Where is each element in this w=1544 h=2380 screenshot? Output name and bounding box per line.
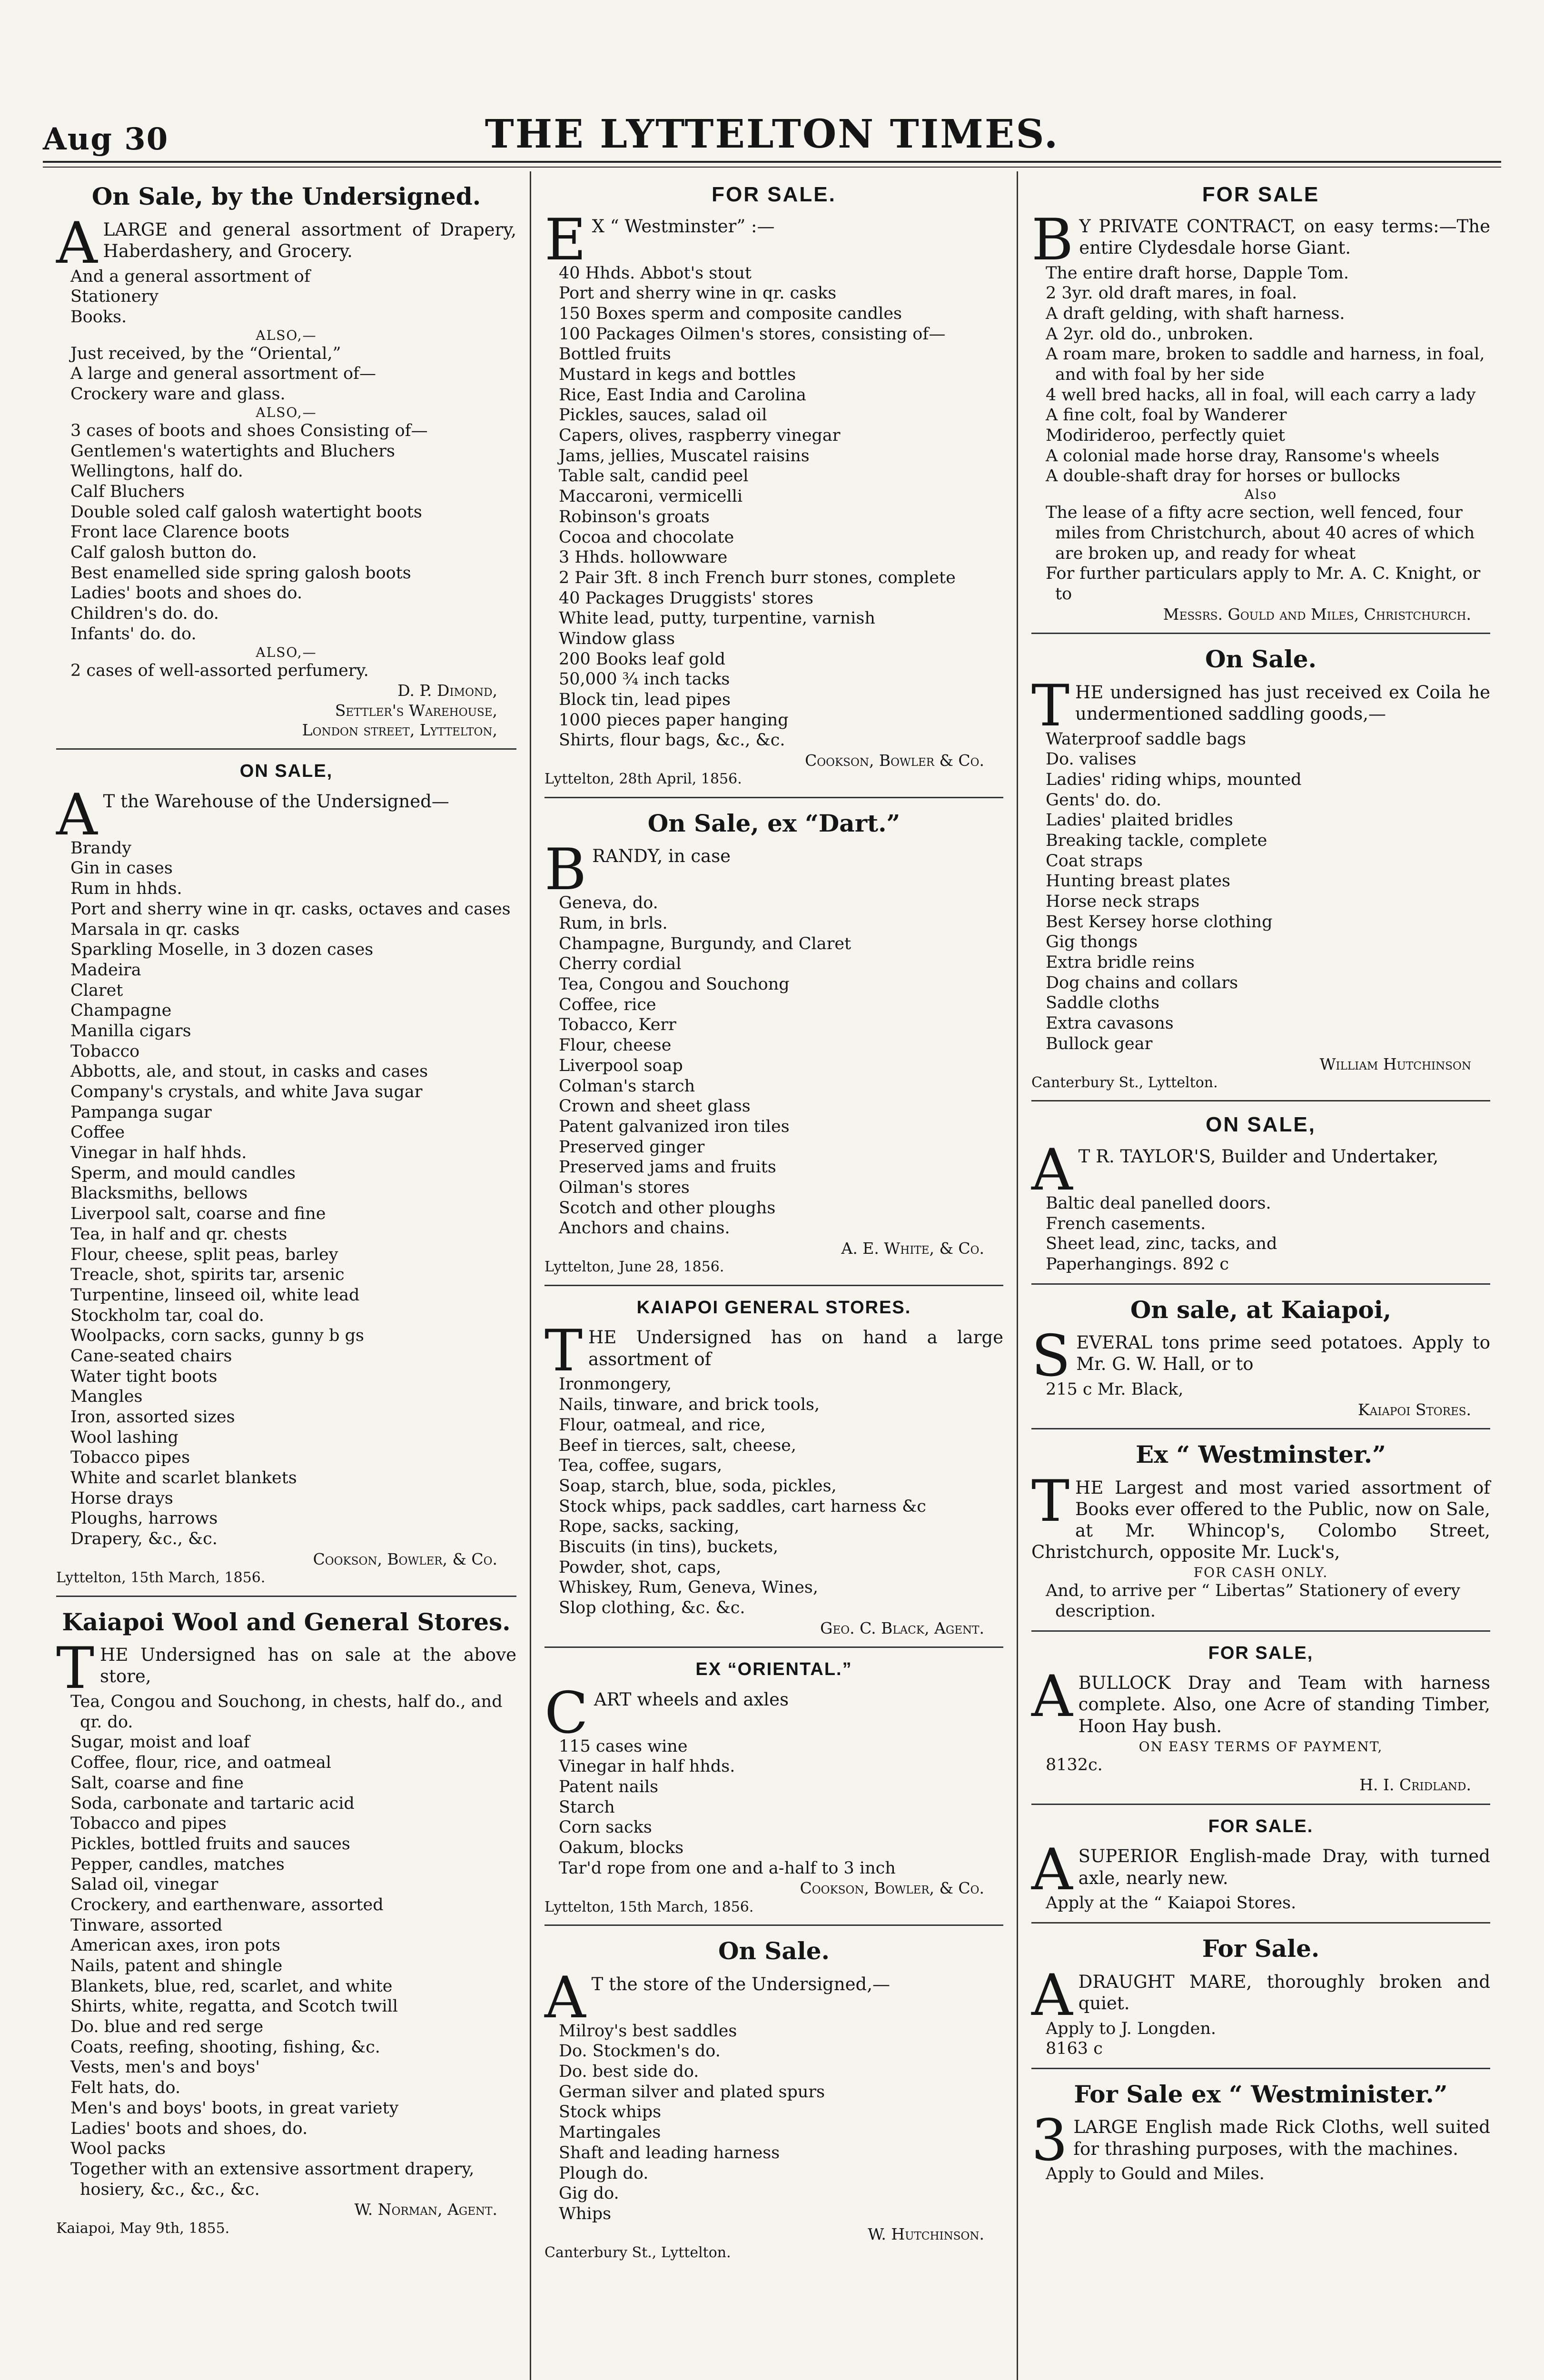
drop-cap: A [56,782,98,848]
list-item: Horse neck straps [1046,892,1200,911]
advertisement [544,171,1003,798]
list-item: 2 3yr. old draft mares, in foal. [1046,284,1297,303]
list-item: Maccaroni, vermicelli [559,487,743,506]
list-item: Champagne, Burgundy, and Claret [559,934,851,953]
ad-heading: On Sale, by the Undersigned. [91,182,481,210]
place-date: Canterbury St., Lyttelton. [1031,1074,1218,1091]
list-item: Rice, East India and Carolina [559,385,806,405]
list-item: And, to arrive per “ Libertas” Stationery of every description. [1046,1581,1461,1621]
list-item: Pickles, bottled fruits and sauces [70,1834,350,1854]
ad-heading: Ex “ Westminster.” [1136,1440,1386,1469]
list-item: A double-shaft dray for horses or bullocks [1046,466,1401,486]
list-item: Sugar, moist and loaf [70,1733,250,1752]
list-item: ON EASY TERMS OF PAYMENT, [1138,1738,1383,1755]
intro-text: BULLOCK Dray and Team with harness complete. Also, one Acre of standing Timber, Hoon Hay bush. [1078,1673,1490,1736]
signature: Settler's Warehouse, [335,701,497,720]
list-item: The entire draft horse, Dapple Tom. [1046,263,1349,283]
ad-heading: EX “ORIENTAL.” [695,1659,852,1679]
intro-text: HE Undersigned has on sale at the above store, [100,1645,516,1687]
list-item: The lease of a fifty acre section, well fenced, four miles from Christchurch, about 40 acres of which are broken up, and ready for wheat [1046,503,1475,563]
intro-text: LARGE English made Rick Cloths, well suited for thrashing purposes, with the machines. [1073,2117,1490,2159]
list-item: 50,000 ¾ inch tacks [559,670,730,689]
list-item: Coffee [70,1123,125,1142]
list-item: 40 Hhds. Abbot's stout [559,263,752,283]
newspaper-title: THE LYTTELTON TIMES. [485,111,1059,157]
list-item: 150 Boxes sperm and composite candles [559,304,902,323]
signature: Kaiapoi Stores. [1357,1400,1471,1419]
list-item: Do. blue and red serge [70,2017,264,2037]
list-item: Infants' do. do. [70,624,197,644]
list-item: Block tin, lead pipes [559,690,731,710]
list-item: Table salt, candid peel [559,466,749,486]
drop-cap: A [1031,1137,1073,1203]
list-item: Soda, carbonate and tartaric acid [70,1794,355,1813]
intro-text: LARGE and general assortment of Drapery, Haberdashery, and Grocery. [103,219,516,261]
list-item: Ironmongery, [559,1375,672,1394]
signature: William Hutchinson [1319,1054,1471,1073]
list-item: Champagne [70,1001,172,1021]
list-item: A colonial made horse dray, Ransome's wheels [1046,446,1440,466]
drop-cap: E [544,207,586,273]
list-item: Shirts, flour bags, &c., &c. [559,731,785,750]
list-item: Just received, by the “Oriental,” [70,344,341,363]
list-item: Sparkling Moselle, in 3 dozen cases [70,940,374,960]
list-item: Tea, in half and qr. chests [70,1224,287,1244]
signature: A. E. White, & Co. [841,1239,984,1258]
advertisement [1031,1805,1490,1924]
list-item: Baltic deal panelled doors. [1046,1193,1271,1213]
ad-heading: Kaiapoi Wool and General Stores. [62,1607,511,1636]
advertisement [1031,1101,1490,1284]
list-item: Waterproof saddle bags [1046,729,1246,749]
intro-text: HE Undersigned has on hand a large assortment of [588,1327,1003,1369]
list-item: Stockholm tar, coal do. [70,1306,264,1325]
intro-text: Y PRIVATE CONTRACT, on easy terms:—The entire Clydesdale horse Giant. [1079,216,1490,258]
signature: London street, Lyttelton, [302,720,497,739]
list-item: White lead, putty, turpentine, varnish [559,609,875,628]
list-item: Gin in cases [70,859,173,878]
list-item: Colman's starch [559,1076,695,1096]
list-item: Robinson's groats [559,507,710,526]
intro-text: T R. TAYLOR'S, Builder and Undertaker, [1078,1146,1439,1167]
list-item: 2 cases of well-assorted perfumery. [70,661,369,680]
list-item: Pampanga sugar [70,1102,212,1122]
list-item: Salt, coarse and fine [70,1773,244,1793]
list-item: A large and general assortment of— [70,364,376,384]
list-item: Together with an extensive assortment drapery, hosiery, &c., &c., &c. [70,2159,475,2199]
advertisement [1031,634,1490,1101]
list-item: Breaking tackle, complete [1046,831,1267,850]
list-item: Powder, shot, caps, [559,1557,722,1577]
list-item: Blacksmiths, bellows [70,1184,248,1203]
list-item: And a general assortment of [70,267,310,286]
list-item: Tobacco pipes [70,1448,190,1468]
list-item: Rope, sacks, sacking, [559,1517,740,1537]
ad-heading: On Sale, ex “Dart.” [647,809,901,837]
list-item: ALSO,— [256,644,317,660]
list-item: 3 cases of boots and shoes Consisting of— [70,421,428,440]
list-item: Wellingtons, half do. [70,462,243,481]
list-item: Whiskey, Rum, Geneva, Wines, [559,1578,819,1597]
intro-text: DRAUGHT MARE, thoroughly broken and quiet. [1078,1971,1490,2013]
list-item: Do. best side do. [559,2062,699,2082]
ad-heading: On Sale. [1205,645,1317,673]
list-item: Plough do. [559,2163,649,2183]
list-item: Preserved jams and fruits [559,1158,776,1177]
advertisement [1031,1632,1490,1805]
list-item: Tobacco and pipes [70,1814,227,1834]
list-item: Apply to Gould and Miles. [1046,2164,1265,2184]
list-item: 3 Hhds. hollowware [559,548,728,567]
intro-text: HE Largest and most varied assortment of Books ever offered to the Public, now on Sale, at Mr. Whincop's, Colombo Street, Christchurch, opposite Mr. Luck's, [1031,1477,1490,1562]
list-item: Best enamelled side spring galosh boots [70,563,411,583]
list-item: Scotch and other ploughs [559,1198,776,1218]
advertisement [56,171,516,750]
list-item: A fine colt, foal by Wanderer [1046,406,1287,425]
list-item: 2 Pair 3ft. 8 inch French burr stones, complete [559,568,956,587]
list-item: Abbotts, ale, and stout, in casks and cases [70,1062,428,1081]
list-item: Tea, Congou and Souchong, in chests, half do., and qr. do. [70,1692,503,1732]
list-item: 8163 c [1046,2039,1103,2059]
list-item: 100 Packages Oilmen's stores, consisting of— [559,324,946,344]
drop-cap: T [1031,1468,1070,1535]
list-item: Nails, patent and shingle [70,1956,283,1976]
place-date: Lyttelton, 15th March, 1856. [56,1569,266,1587]
ad-heading: ON SALE, [239,761,333,782]
list-item: Water tight boots [70,1367,218,1386]
advertisement [56,750,516,1597]
ad-heading: For Sale. [1202,1934,1320,1963]
advertisement [544,798,1003,1286]
list-item: Best Kersey horse clothing [1046,912,1273,932]
list-item: Rum in hhds. [70,879,182,899]
drop-cap: B [544,837,587,903]
list-item: Slop clothing, &c. &c. [559,1598,745,1618]
list-item: Vinegar in half hhds. [559,1757,735,1776]
list-item: Ploughs, harrows [70,1509,218,1528]
drop-cap: S [1031,1323,1071,1390]
ad-heading: ON SALE, [1206,1113,1316,1137]
place-date: Canterbury St., Lyttelton. [544,2244,731,2261]
list-item: Madeira [70,960,141,980]
list-item: A draft gelding, with shaft harness. [1046,304,1345,323]
list-item: Iron, assorted sizes [70,1408,235,1427]
list-item: Flour, oatmeal, and rice, [559,1415,766,1435]
intro-text: T the store of the Undersigned,— [591,1973,890,1994]
ad-heading: On Sale. [718,1937,830,1965]
signature: Geo. C. Black, Agent. [820,1618,984,1637]
list-item: 1000 pieces paper hanging [559,710,789,730]
ad-heading: For Sale ex “ Westminister.” [1074,2080,1448,2108]
list-item: German silver and plated spurs [559,2082,825,2102]
list-item: Calf Bluchers [70,482,185,501]
list-item: Paperhangings. 892 c [1046,1254,1229,1274]
drop-cap: C [544,1680,588,1746]
list-item: Calf galosh button do. [70,543,257,563]
list-item: Coats, reefing, shooting, fishing, &c. [70,2037,380,2057]
advertisement [1031,171,1490,634]
column-1 [43,171,530,2380]
intro-text: ART wheels and axles [594,1689,789,1710]
list-item: Cherry cordial [559,954,682,974]
list-item: Oakum, blocks [559,1838,684,1858]
list-item: Gentlemen's watertights and Bluchers [70,441,395,461]
list-item: Cocoa and chocolate [559,527,734,547]
list-item: Blankets, blue, red, scarlet, and white [70,1976,393,1996]
masthead [43,105,1501,157]
list-item: Manilla cigars [70,1021,191,1041]
list-item: Sheet lead, zinc, tacks, and [1046,1234,1277,1254]
list-item: Do. Stockmen's do. [559,2042,721,2061]
signature: Messrs. Gould and Miles, Christchurch. [1163,605,1471,624]
issue-date: Aug 30 [43,121,169,157]
ad-intro [1031,1664,1490,1736]
list-item: Starch [559,1797,615,1817]
list-item: Gig thongs [1046,932,1138,952]
list-item: Anchors and chains. [559,1219,730,1238]
list-item: Coat straps [1046,851,1143,871]
list-item: Coffee, rice [559,995,656,1014]
ad-heading: FOR SALE [1202,183,1320,206]
list-item: Gents' do. do. [1046,790,1162,810]
list-item: Crockery, and earthenware, assorted [70,1895,384,1914]
list-item: Tobacco [70,1041,140,1061]
list-item: Front lace Clarence boots [70,523,290,542]
list-item: Children's do. do. [70,604,219,624]
advertisement [1031,1285,1490,1429]
ad-heading: FOR SALE. [1208,1816,1314,1836]
place-date: Lyttelton, June 28, 1856. [544,1259,724,1276]
columns [43,171,1504,2380]
list-item: Shirts, white, regatta, and Scotch twill [70,1997,398,2016]
intro-text: EVERAL tons prime seed potatoes. Apply to Mr. G. W. Hall, or to [1076,1332,1490,1375]
drop-cap: A [1031,1664,1073,1730]
intro-text: HE undersigned has just received ex Coila he undermentioned saddling goods,— [1075,682,1490,724]
list-item: Martingales [559,2123,661,2142]
list-item: Tea, Congou and Souchong [559,975,790,994]
list-item: Coffee, flour, rice, and oatmeal [70,1753,331,1773]
list-item: Modirideroo, perfectly quiet [1046,426,1285,446]
list-item: Cane-seated chairs [70,1346,232,1366]
list-item: ALSO,— [256,404,317,420]
list-item: Ladies' boots and shoes do. [70,584,303,603]
list-item: Wool packs [70,2139,166,2159]
list-item: Extra cavasons [1046,1014,1174,1033]
drop-cap: B [1031,207,1074,273]
list-item: Ladies' plaited bridles [1046,811,1233,830]
drop-cap: 3 [1031,2108,1068,2174]
list-item: Beef in tierces, salt, cheese, [559,1436,797,1455]
signature: W. Hutchinson. [868,2224,984,2243]
place-date: Lyttelton, 15th March, 1856. [544,1898,754,1915]
list-item: Tea, coffee, sugars, [559,1456,723,1476]
list-item: ALSO,— [256,327,317,343]
list-item: Company's crystals, and white Java sugar [70,1082,423,1102]
list-item: Jams, jellies, Muscatel raisins [559,446,810,466]
list-item: Wool lashing [70,1428,178,1447]
signature: Cookson, Bowler, & Co. [313,1549,497,1568]
list-item: Treacle, shot, spirits tar, arsenic [70,1265,345,1285]
list-item: 115 cases wine [559,1736,688,1756]
list-item: Apply to J. Longden. [1046,2019,1217,2038]
intro-text: SUPERIOR English-made Dray, with turned axle, nearly new. [1078,1846,1490,1888]
list-item: Stock whips, pack saddles, cart harness &c [559,1497,926,1516]
list-item: 8132c. [1046,1755,1103,1775]
ad-heading: On sale, at Kaiapoi, [1130,1295,1392,1324]
ad-heading: FOR SALE. [712,183,836,206]
list-item: American axes, iron pots [70,1936,280,1955]
drop-cap: A [544,1964,586,2031]
header-rule [43,161,1501,163]
list-item: Patent nails [559,1777,659,1797]
header-rule-thin [43,167,1501,168]
list-item: Tinware, assorted [70,1915,223,1935]
list-item: Pepper, candles, matches [70,1854,285,1874]
list-item: Soap, starch, blue, soda, pickles, [559,1476,837,1496]
place-date: Kaiapoi, May 9th, 1855. [56,2220,230,2237]
list-item: Geneva, do. [559,893,658,913]
list-item: Crown and sheet glass [559,1097,751,1116]
list-item: Whips [559,2204,612,2223]
list-item: Oilman's stores [559,1178,690,1197]
list-item: Ladies' boots and shoes, do. [70,2119,308,2138]
drop-cap: A [1031,1837,1073,1904]
intro-text: T the Warehouse of the Undersigned— [103,791,449,812]
list-item: Shaft and leading harness [559,2143,780,2162]
list-item: Stationery [70,287,158,307]
list-item: Port and sherry wine in qr. casks [559,284,837,303]
list-item: Biscuits (in tins), buckets, [559,1537,779,1557]
place-date: Lyttelton, 28th April, 1856. [544,771,742,788]
ad-intro [1031,1468,1490,1563]
list-item: Apply at the “ Kaiapoi Stores. [1046,1894,1297,1913]
list-item: Sperm, and mould candles [70,1163,296,1183]
advertisement [1031,1429,1490,1632]
signature: W. Norman, Agent. [354,2200,497,2219]
ad-heading: KAIAPOI GENERAL STORES. [636,1297,911,1318]
ad-intro [56,1636,516,1702]
drop-cap: T [56,1636,95,1702]
list-item: Mustard in kegs and bottles [559,365,796,385]
list-item: FOR CASH ONLY. [1193,1565,1328,1581]
list-item: Vests, men's and boys' [70,2058,260,2077]
list-item: Preserved ginger [559,1137,705,1157]
list-item: Men's and boys' boots, in great variety [70,2098,399,2118]
list-item: Dog chains and collars [1046,973,1238,992]
drop-cap: A [1031,1962,1073,2029]
list-item: White and scarlet blankets [70,1468,297,1488]
advertisement [56,1597,516,2246]
advertisement [1031,1924,1490,2069]
list-item: Tobacco, Kerr [559,1015,676,1035]
ad-heading: FOR SALE, [1208,1643,1314,1663]
intro-text: X “ Westminster” :— [592,216,775,237]
list-item: Hunting breast plates [1046,872,1231,891]
drop-cap: T [1031,673,1070,739]
advertisement [544,1648,1003,1926]
list-item: Woolpacks, corn sacks, gunny b gs [70,1326,364,1346]
advertisement [1031,2069,1490,2193]
list-item: Liverpool salt, coarse and fine [70,1204,326,1224]
list-item: Turpentine, linseed oil, white lead [70,1285,360,1305]
drop-cap: A [56,210,98,277]
list-item: Crockery ware and glass. [70,385,286,404]
list-item: For further particulars apply to Mr. A. C. Knight, or to [1046,564,1481,604]
signature: D. P. Dimond, [397,681,497,700]
list-item: Vinegar in half hhds. [70,1143,247,1163]
signature: Cookson, Bowler & Co. [805,751,984,770]
list-item: Do. valises [1046,750,1137,769]
list-item: Flour, cheese, split peas, barley [70,1245,338,1264]
list-item: Brandy [70,838,132,858]
list-item: A roam mare, broken to saddle and harness, in foal, and with foal by her side [1046,345,1485,385]
list-item: Port and sherry wine in qr. casks, octaves and cases [70,899,511,919]
list-item: Bottled fruits [559,345,671,364]
list-item: Corn sacks [559,1818,652,1837]
list-item: Capers, olives, raspberry vinegar [559,426,841,446]
list-item: Window glass [559,629,675,648]
list-item: Gig do. [559,2184,619,2203]
list-item: Tar'd rope from one and a-half to 3 inch [559,1858,896,1878]
list-item: Bullock gear [1046,1034,1153,1053]
list-item: Claret [70,981,123,1000]
list-item: Ladies' riding whips, mounted [1046,770,1302,789]
advertisement [544,1286,1003,1648]
column-3 [1017,171,1504,2380]
list-item: Rum, in brls. [559,914,668,933]
list-item: 40 Packages Druggists' stores [559,588,813,608]
advertisement [544,1926,1003,2270]
list-item: Double soled calf galosh watertight boots [70,502,422,522]
list-item: 215 c Mr. Black, [1046,1380,1184,1399]
list-item: Mangles [70,1387,143,1407]
column-2 [530,171,1017,2380]
list-item: Also [1244,486,1277,503]
list-item: French casements. [1046,1214,1206,1233]
list-item: Books. [70,307,127,327]
list-item: Patent galvanized iron tiles [559,1117,790,1136]
list-item: A 2yr. old do., unbroken. [1046,324,1254,344]
list-item: Drapery, &c., &c. [70,1529,218,1549]
list-item: Salad oil, vinegar [70,1875,218,1894]
list-item: Horse drays [70,1488,173,1508]
list-item: Pickles, sauces, salad oil [559,406,767,425]
list-item: Marsala in qr. casks [70,920,240,939]
list-item: 200 Books leaf gold [559,649,726,669]
list-item: Nails, tinware, and brick tools, [559,1395,820,1415]
signature: Cookson, Bowler, & Co. [800,1879,984,1898]
list-item: Stock whips [559,2102,662,2122]
list-item: Liverpool soap [559,1056,683,1075]
list-item: Extra bridle reins [1046,953,1195,972]
list-item: Milroy's best saddles [559,2021,737,2041]
signature: H. I. Cridland. [1359,1775,1471,1795]
list-item: Saddle cloths [1046,993,1160,1013]
drop-cap: T [544,1318,583,1385]
list-item: Felt hats, do. [70,2078,181,2098]
list-item: 4 well bred hacks, all in foal, will each carry a lady [1046,385,1476,405]
list-item: Flour, cheese [559,1036,672,1055]
intro-text: RANDY, in case [592,846,731,867]
